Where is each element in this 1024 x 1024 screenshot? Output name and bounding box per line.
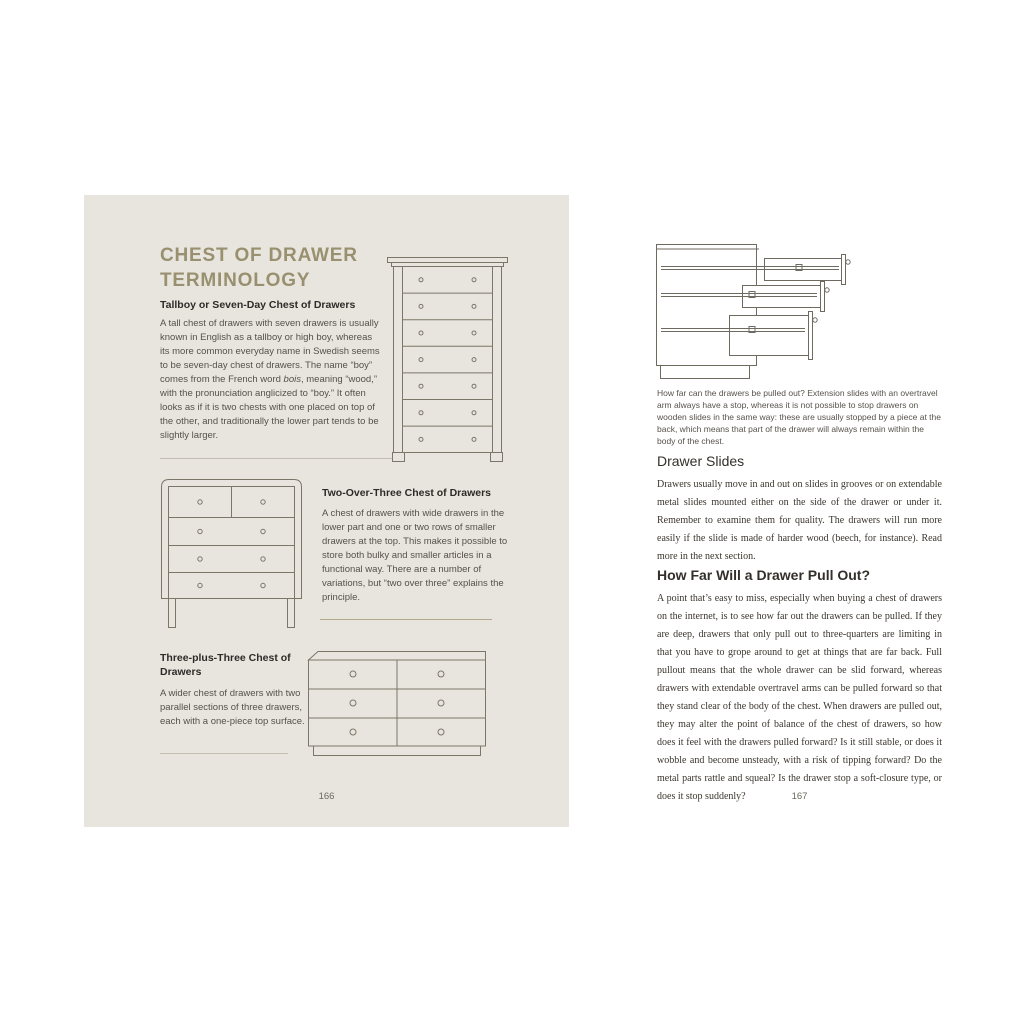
left-page [84, 195, 569, 827]
tallboy-illustration [387, 252, 508, 468]
drawer-top-extended [661, 255, 850, 285]
pull-out-heading: How Far Will a Drawer Pull Out? [657, 567, 871, 583]
drawer-knob [846, 260, 850, 264]
page-title-line1: CHEST OF DRAWER [160, 245, 358, 266]
drawer-knob [813, 318, 817, 322]
section-divider-3 [160, 753, 288, 754]
page-title [160, 243, 358, 293]
page-number-left: 166 [318, 791, 335, 802]
tallboy-paragraph-italic: bois [283, 373, 301, 385]
page-number-right: 167 [791, 791, 808, 802]
tallboy-knobs [419, 278, 476, 442]
cabinet-plinth [661, 366, 750, 379]
tallboy-paragraph-part2: , meaning “wood,” with the pronunciation anglicized to “boy.” It often looks as if it is two chests with one placed on top of the other, and traditionally the lower part tends to be slightly larger. [160, 373, 379, 441]
pull-out-paragraph: A point that’s easy to miss, especially when buying a chest of drawers on the internet, is to see how far out the drawers can be pulled. If they are deep, drawers that only pull out to three-quarters are limiting in that you have to grope around to get at things that are far back. Full pullout means that the whole drawer can be slid forward, whereas drawers with extendable overtravel arms can be pulled forward so that they stand clear of the body of the chest. When drawers are pulled out, they may alter the point of balance of the chest of drawers, so how does it feel with the drawers pulled forward? Is it still stable, or does it wobble and become unsteady, with a risk of tipping forward? Do the metal parts rattle and squeal? Is the drawer stop a soft-closure type, or does it stop suddenly? [657, 593, 942, 802]
drawer-slides-paragraph: Drawers usually move in and out on slides in grooves or on extendable metal slides mounted either on the side of the drawer or under it. Remember to examine them for quality. The drawers will run more easily if the slide is made of harder wood (beech, for instance). Read more in the next section. [657, 479, 942, 562]
tallboy-paragraph [160, 317, 384, 443]
drawer-knob [825, 288, 829, 292]
drawer-middle-extended [661, 282, 829, 312]
tallboy-heading: Tallboy or Seven-Day Chest of Drawers [160, 299, 356, 311]
section-divider-1 [160, 458, 392, 459]
drawer-bottom-extended [661, 312, 817, 360]
diagram-caption: How far can the drawers be pulled out? Extension slides with an overtravel arm always have a stop, whereas it is not possible to stop drawers on wooden slides in the same way: these are usually stopped by a piece at the back, which means that part of the drawer will always remain within the body of the chest. [657, 387, 941, 446]
three-plus-three-illustration [306, 648, 488, 758]
two-over-three-paragraph: A chest of drawers with wide drawers in the lower part and one or two rows of smaller drawers at the top. This makes it possible to store both bulky and smaller articles in a functional way. There are a number of variations, but “two over three” explains the principle. [322, 507, 508, 603]
three-plus-three-paragraph: A wider chest of drawers with two parallel sections of three drawers, each with a one-piece top surface. [160, 687, 305, 727]
page-title-line2: TERMINOLOGY [160, 270, 311, 291]
two-over-three-illustration [161, 477, 302, 630]
drawer-slides-heading: Drawer Slides [657, 453, 745, 469]
tallboy-paragraph-part1: A tall chest of drawers with seven drawers is usually known in English as a tallboy or high boy, whereas its more common everyday name in Swedish seems to be seven-day chest of drawers. The name “boy” comes from the French word [160, 317, 380, 385]
two-over-three-heading: Two-Over-Three Chest of Drawers [322, 487, 492, 499]
three-plus-three-heading: Three-plus-Three Chest of Drawers [160, 652, 291, 678]
drawer-pullout-diagram [655, 240, 855, 388]
section-divider-2 [320, 619, 492, 620]
